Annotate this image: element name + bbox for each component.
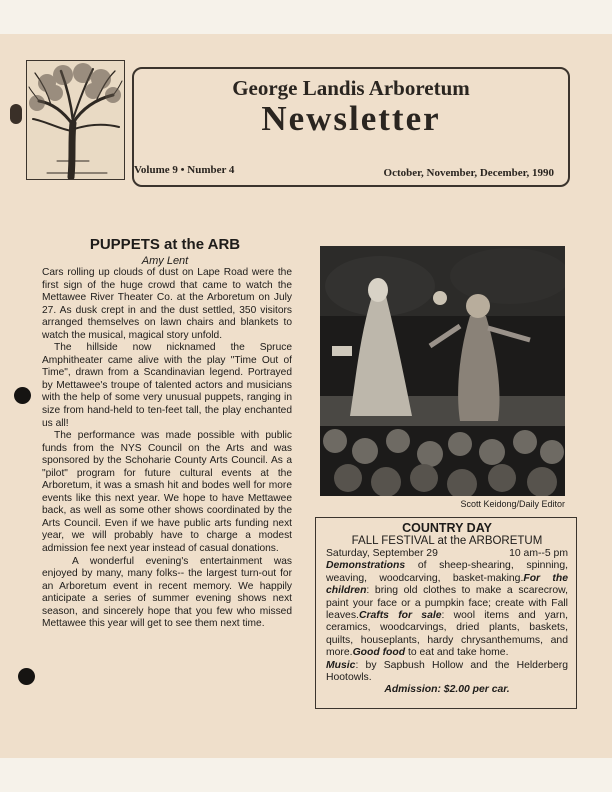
country-day-title: COUNTRY DAY: [402, 521, 492, 535]
issue-date: October, November, December, 1990: [383, 167, 554, 179]
music-text: : by Sapbush Hollow and the Helderberg Hootowls.: [326, 659, 568, 684]
event-date: Saturday, September 29: [326, 548, 438, 559]
event-date-row: [326, 548, 568, 560]
food-label: Good food: [352, 647, 406, 659]
demonstrations-text: of sheep-shearing, spinning, weaving, woodcarving, basket-making.: [326, 560, 568, 584]
food-text: to eat and take home.: [405, 647, 509, 659]
music-label: Music: [326, 659, 356, 671]
masthead-title: George Landis Arboretum: [232, 76, 470, 100]
oak-tree-illustration: [26, 60, 125, 180]
country-day-subtitle: FALL FESTIVAL at the ARBORETUM: [351, 535, 543, 547]
children-label: For the children: [326, 572, 568, 597]
article-paragraph: A wonderful evening's entertainment was enjoyed by many, many folks-- the largest turn-out for an Arboretum event in recent memory. We happily anticipate a series of summer evening shows next season, and sincerely hope that you few who missed Mettawee this year will get to see them next time.: [42, 555, 292, 630]
article-paragraph: Cars rolling up clouds of dust on Lape Road were the first sign of the huge crowd that came to watch the Mettawee River Theater Co. at the Arboretum on July 27. As dusk crept in and the dust settled, 350 visitors arranged themselves on lawn chairs and blankets to watch the musical, magical story unfold.: [42, 267, 292, 341]
binder-slot: [10, 104, 22, 124]
volume-number: Volume 9 • Number 4: [134, 164, 235, 176]
music-details: [326, 660, 568, 685]
article-paragraph: The performance was made possible with public funds from the NYS Council on the Arts and was sponsored by the Schoharie County Arts Council. As a "pilot" program for future cultural events at the Arboretum, it was a smash hit and bodes well for more events like this next year. We hope to have Mettawee back, as well as some other shows coordinated by the Arts Council. Even if we have public arts funding next year, we will probably have to charge a modest admission fee next year instead of casual donations.: [42, 430, 292, 555]
article-paragraph: The hillside now nicknamed the Spruce Amphitheater came alive with the play "Time Out of Time", drawn from a Scandinavian legend. Portrayed by Mettawee's troupe of talented actors and musicians with the help of some very unusual puppets, ranging in size from hand-held to ten-feet tall, the play enchanted us all!: [42, 342, 292, 429]
country-day-details: [326, 560, 568, 659]
article-title: PUPPETS at the ARB: [89, 236, 241, 253]
article-body: [42, 267, 292, 631]
children-text: : bring old clothes to make a scarecrow, paint your face or a pumpkin face; create with Fall leaves.: [326, 585, 568, 622]
puppet-performance-photo: [320, 246, 565, 496]
demonstrations-label: Demonstrations: [326, 560, 406, 572]
crafts-text: : wool items and yarn, ceramics, woodcarvings, dried plants, baskets, quilts, houseplants, hardy chrysanthemums, and more.: [326, 610, 568, 659]
masthead: [132, 67, 570, 187]
masthead-subtitle: Newsletter: [261, 99, 441, 138]
photo-credit: Scott Keidong/Daily Editor: [460, 499, 565, 509]
admission-price: Admission: $2.00 per car.: [384, 684, 510, 696]
crafts-label: Crafts for sale: [358, 610, 442, 622]
event-time: 10 am--5 pm: [509, 548, 568, 559]
country-day-box: [315, 517, 577, 709]
binder-hole: [14, 387, 31, 404]
binder-hole: [18, 668, 35, 685]
article-byline: Amy Lent: [141, 255, 189, 267]
